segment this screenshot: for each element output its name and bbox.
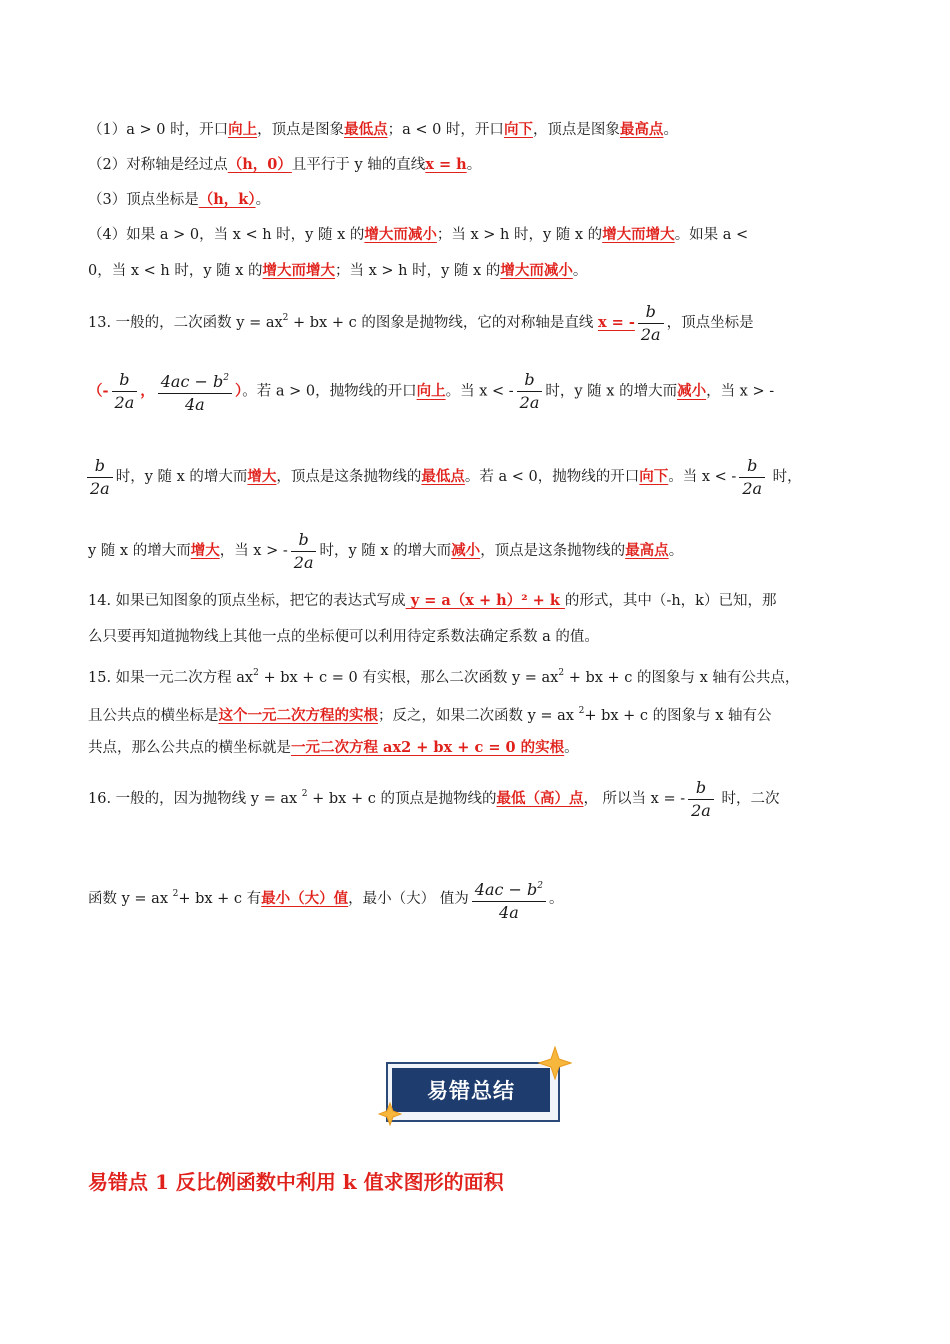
badge-label: 易错总结 — [392, 1068, 550, 1112]
answer: 增大而增大 — [602, 226, 675, 243]
answer: 最低点 — [421, 468, 465, 485]
answer: 减小 — [451, 542, 481, 559]
answer: 向上 — [416, 382, 446, 400]
answer: （- — [88, 382, 109, 400]
fraction-vertex-y: $\frac{4ac - b^2}{4a}$ — [158, 368, 232, 415]
fraction-b-over-2a: $\frac{b}{2a}$ — [87, 456, 113, 499]
question-13-increase: $\frac{b}{2a}$ 时，y 随 x 的增大而增大，顶点是这条抛物线的最低点。若 a < 0，抛物线的开口向下。当 x < - $\frac{b}{2a}$ 时， — [84, 455, 862, 499]
item-1: （1）a > 0 时，开口向上，顶点是图象最低点；a < 0 时，开口向下，顶点是图象最高点。 — [88, 121, 678, 138]
answer: 这个一元二次方程的实根 — [218, 707, 378, 724]
question-15-line3: 共点，那么公共点的横坐标就是一元二次方程 ax2 + bx + c = 0 的实根。 — [88, 739, 579, 756]
answer: 最小（大）值 — [261, 890, 349, 907]
item-4-cont: 0，当 x < h 时，y 随 x 的增大而增大；当 x > h 时，y 随 x 的增大而减小。 — [88, 262, 588, 279]
answer: x = - — [597, 314, 635, 331]
question-15: 15. 如果一元二次方程 $ax^2$ + bx + c = 0 有实根，那么二次函数 $y = ax^2$ + bx + c 的图象与 x 轴有公共点， — [88, 668, 800, 686]
answer: 最高点 — [619, 121, 664, 138]
fraction-b-over-2a: $\frac{b}{2a}$ — [739, 456, 765, 499]
question-16: 16. 一般的，因为抛物线 y = ax $^2$ + bx + c 的顶点是抛物线的最低（高）点， 所以当 x = - $\frac{b}{2a}$ 时，二次 — [88, 777, 780, 820]
fraction-b-over-2a: $\frac{b}{2a}$ — [517, 370, 543, 413]
section-heading: 易错点 1 反比例函数中利用 k 值求图形的面积 — [88, 1170, 504, 1194]
fraction-b-over-2a: $\frac{b}{2a}$ — [688, 778, 714, 821]
question-13: 13. 一般的，二次函数 $y = ax^2$ + bx + c 的图象是抛物线，它的对称轴是直线 x = - $\frac{b}{2a}$ ，顶点坐标是 — [88, 301, 754, 344]
answer: 增大而减小 — [500, 262, 573, 279]
answer: 增大 — [247, 468, 277, 485]
item-2: （2）对称轴是经过点（h，0）且平行于 y 轴的直线x = h。 — [88, 156, 482, 173]
answer: 减小 — [677, 382, 707, 400]
answer: 一元二次方程 ax2 + bx + c = 0 的实根 — [291, 739, 565, 756]
answer: 增大 — [190, 542, 220, 559]
answer: 向下 — [503, 121, 533, 138]
fraction-b-over-2a: $\frac{b}{2a}$ — [638, 302, 664, 345]
answer: 增大而增大 — [262, 262, 336, 279]
answer: 最低（高）点 — [496, 790, 584, 807]
fraction-b-over-2a: $\frac{b}{2a}$ — [112, 370, 138, 413]
question-13-vertex: （- $\frac{b}{2a}$ ， $\frac{4ac - b^2}{4a}$ ）。若 a > 0，抛物线的开口向上。当 x < - $\frac{b}{2a}$ 时，y 随 x 的增大而减小，当 x > - — [88, 370, 775, 414]
answer: （h，k） — [198, 191, 256, 208]
item-4: （4）如果 a > 0，当 x < h 时，y 随 x 的增大而减小；当 x > h 时，y 随 x 的增大而增大。如果 a < — [88, 226, 749, 243]
star-icon — [378, 1102, 402, 1126]
answer: （h，0） — [227, 156, 292, 173]
fraction-b-over-2a: $\frac{b}{2a}$ — [291, 530, 317, 573]
answer: 向上 — [228, 121, 258, 138]
answer: 最低点 — [344, 121, 388, 138]
item-3: （3）顶点坐标是（h，k）。 — [88, 191, 271, 208]
answer: 增大而减小 — [364, 226, 437, 243]
question-13-max: y 随 x 的增大而增大，当 x > - $\frac{b}{2a}$ 时，y 随 x 的增大而减小，顶点是这条抛物线的最高点。 — [88, 529, 684, 572]
question-14-cont: 么只要再知道抛物线上其他一点的坐标便可以利用待定系数法确定系数 a 的值。 — [88, 629, 599, 645]
question-15-line2: 且公共点的横坐标是这个一元二次方程的实根；反之，如果二次函数 y = ax $^2$+ bx + c 的图象与 x 轴有公 — [88, 706, 772, 724]
answer: 向下 — [639, 468, 669, 485]
fraction-vertex-y: $\frac{4ac - b^2}{4a}$ — [472, 876, 546, 923]
star-icon — [538, 1046, 572, 1080]
answer: x = h — [425, 156, 467, 173]
section-badge — [378, 1052, 574, 1126]
answer: y = a（x + h）² + k — [405, 592, 565, 609]
question-14: 14. 如果已知图象的顶点坐标，把它的表达式写成 y = a（x + h）² + k 的形式，其中（-h，k）已知，那 — [88, 592, 777, 609]
question-16-line2: 函数 y = ax $^2$+ bx + c 有最小（大）值，最小（大） 值为 $\frac{4ac - b^2}{4a}$ 。 — [88, 872, 862, 923]
answer: 最高点 — [625, 542, 669, 559]
